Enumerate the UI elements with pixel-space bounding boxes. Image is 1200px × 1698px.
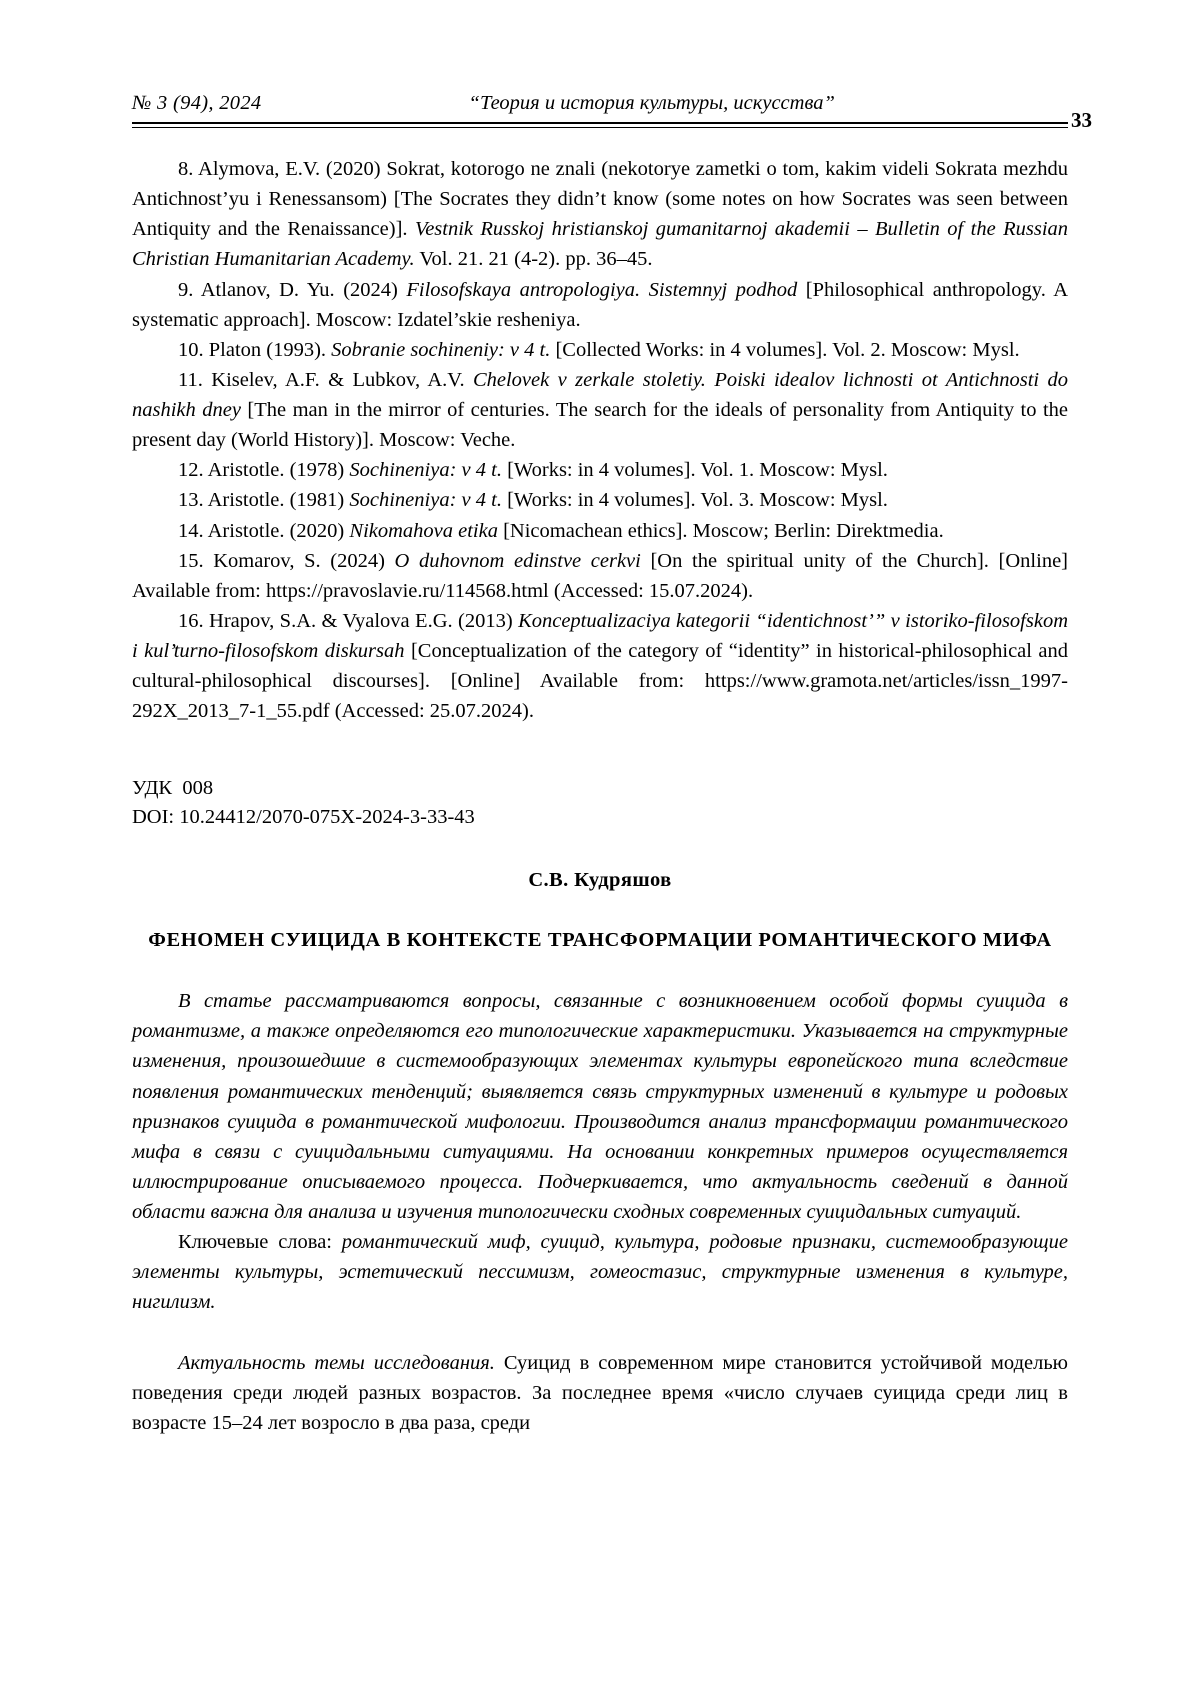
- page-number: 33: [1071, 108, 1092, 132]
- reference-item: 15. Komarov, S. (2024) O duhovnom edinstve cerkvi [On the spiritual unity of the Church]. [Online] Available from: https://pravoslavie.ru/114568.html (Accessed: 15.07.2024).: [132, 549, 1068, 602]
- journal-section-label: “Теория и история культуры, искусства”: [468, 92, 835, 114]
- reference-item: 9. Atlanov, D. Yu. (2024) Filosofskaya antropologiya. Sistemnyj podhod [Philosophical anthropology. A systematic approach]. Moscow: Izdatel’skie resheniya.: [132, 278, 1068, 331]
- body-text: [132, 1348, 1068, 1438]
- keywords-label: Ключевые слова:: [178, 1231, 332, 1254]
- keywords-line: [132, 1227, 1068, 1317]
- doi-code: DOI: 10.24412/2070-075X-2024-3-33-43: [132, 805, 475, 828]
- reference-item: 8. Alymova, E.V. (2020) Sokrat, kotorogo ne znali (nekotorye zametki o tom, kakim videli Sokrata mezhdu Antichnost’yu i Renessansom) [The Socrates they didn’t know (some notes on how Socrates was seen between Antiquity and the Renaissance)]. Vestnik Russkoj hristianskoj gumanitarnoj akademii – Bulletin of the Russian Christian Humanitarian Academy. Vol. 21. 21 (4-2). pp. 36–45.: [132, 158, 1069, 271]
- author-name: С.В. Кудряшов: [528, 868, 672, 891]
- abstract-block: [132, 986, 1068, 1317]
- reference-item: 16. Hrapov, S.A. & Vyalova E.G. (2013) Konceptualizaciya kategorii “identichnost’” v istoriko-filosofskom i kul’turno-filosofskom diskursah [Conceptualization of the category of “identity” in historical-philosophical and cultural-philosophical discourses]. [Online] Available from: https://www.gramota.net/articles/issn_1997-292X_2013_7-1_55.pdf (Accessed: 25.07.2024).: [132, 609, 1068, 723]
- reference-item: 10. Platon (1993). Sobranie sochineniy: v 4 t. [Collected Works: in 4 volumes]. Vol. 2. Moscow: Mysl.: [178, 338, 1020, 361]
- udc-doi-block: [132, 774, 1068, 831]
- keywords-values: романтический миф, суицид, культура, родовые признаки, системообразующие элементы культуры, эстетический пессимизм, гомеостазис, структурные изменения в культуре, нигилизм.: [132, 1231, 1068, 1314]
- udc-code: УДК 008: [132, 777, 214, 800]
- reference-item: 14. Aristotle. (2020) Nikomahova etika [Nicomachean ethics]. Moscow; Berlin: Direktmedia.: [178, 519, 944, 542]
- reference-item: 12. Aristotle. (1978) Sochineniya: v 4 t. [Works: in 4 volumes]. Vol. 1. Moscow: Mysl.: [178, 459, 888, 482]
- header-divider: [132, 122, 1068, 128]
- references-list: [132, 154, 1068, 726]
- body-paragraph: [132, 1348, 1068, 1438]
- abstract-text: В статье рассматриваются вопросы, связанные с возникновением особой формы суицида в романтизме, а также определяются его типологические характеристики. Указывается на структурные изменения, произошедшие в системообразующих элементах культуры европейского типа вследствие появления романтических тенденций; выявляется связь структурных изменений в культуре и родовых признаков суицида в романтической мифологии. Производится анализ трансформации романтического мифа в связи с суицидальными ситуациями. На основании конкретных примеров осуществляется иллюстрирование описываемого процесса. Подчеркивается, что актуальность сведений в данной области важна для анализа и изучения типологически сходных современных суицидальных ситуаций.: [132, 990, 1068, 1224]
- section-lead-in: Актуальность темы исследования.: [178, 1351, 495, 1374]
- body-paragraph-text: Суицид в современном мире становится устойчивой моделью поведения среди людей разных возрастов. За последнее время «число случаев суицида среди лиц в возрасте 15–24 лет возросло в два раза, среди: [132, 1351, 1068, 1434]
- reference-item: 13. Aristotle. (1981) Sochineniya: v 4 t. [Works: in 4 volumes]. Vol. 3. Moscow: Mysl.: [178, 489, 888, 512]
- reference-item: 11. Kiselev, A.F. & Lubkov, A.V. Chelovek v zerkale stoletiy. Poiski idealov lichnosti ot Antichnosti do nashikh dney [The man in the mirror of centuries. The search for the ideals of personality from Antiquity to the present day (World History)]. Moscow: Veche.: [132, 368, 1068, 452]
- running-head: [132, 92, 1068, 115]
- issue-label: № 3 (94), 2024: [132, 92, 262, 114]
- article-title: ФЕНОМЕН СУИЦИДА В КОНТЕКСТЕ ТРАНСФОРМАЦИИ РОМАНТИЧЕСКОГО МИФА: [148, 928, 1052, 951]
